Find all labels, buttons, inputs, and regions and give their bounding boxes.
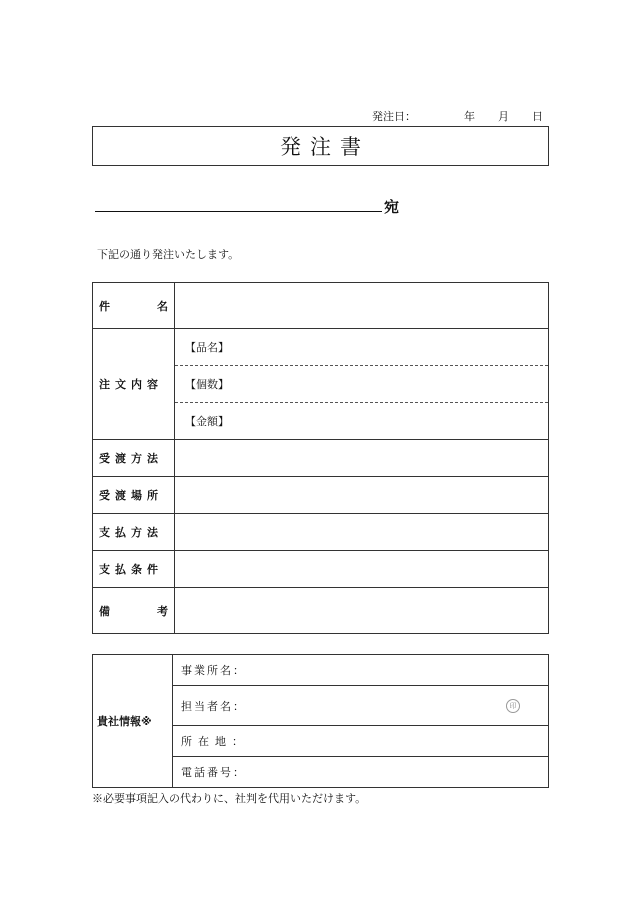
addressee-line[interactable] xyxy=(95,211,382,212)
payment-method-field[interactable] xyxy=(175,514,549,551)
delivery-method-field[interactable] xyxy=(175,440,549,477)
delivery-place-field[interactable] xyxy=(175,477,549,514)
payment-terms-field[interactable] xyxy=(175,551,549,588)
footnote: ※必要事項記入の代わりに、社判を代用いただけます。 xyxy=(92,792,367,805)
company-info-label: 貴社情報※ xyxy=(93,655,173,788)
quantity-label: 【個数】 xyxy=(185,378,229,391)
address-label: 所在地： xyxy=(181,735,249,748)
phone-number-field[interactable] xyxy=(173,757,549,788)
delivery-method-label: 受渡方法 xyxy=(93,440,175,477)
remarks-label-char-2: 考 xyxy=(157,604,168,618)
day-label: 日 xyxy=(532,110,543,123)
delivery-place-label: 受渡場所 xyxy=(93,477,175,514)
phone-number-label: 電話番号： xyxy=(181,766,246,779)
addressee-suffix: 宛 xyxy=(384,198,400,216)
address-field[interactable] xyxy=(173,726,549,757)
office-name-label: 事業所名： xyxy=(181,664,246,677)
order-content-label: 注文内容 xyxy=(93,329,175,440)
company-info-table xyxy=(92,654,549,788)
subject-label-char-2: 名 xyxy=(157,299,168,313)
amount-field[interactable] xyxy=(175,403,549,440)
month-label: 月 xyxy=(498,110,509,123)
quantity-field[interactable] xyxy=(175,366,549,403)
subject-field[interactable] xyxy=(175,283,549,329)
subject-label-cell xyxy=(93,283,175,329)
payment-method-label: 支払方法 xyxy=(93,514,175,551)
order-table xyxy=(92,282,549,634)
amount-label: 【金額】 xyxy=(185,415,229,428)
seal-icon: 印 xyxy=(506,699,520,713)
order-date-label: 発注日： xyxy=(372,110,416,123)
product-name-field[interactable] xyxy=(175,329,549,366)
document-title: 発注書 xyxy=(280,135,370,159)
intro-text: 下記の通り発注いたします。 xyxy=(97,248,240,261)
remarks-label-char-1: 備 xyxy=(99,604,110,618)
person-in-charge-field[interactable] xyxy=(173,686,549,726)
person-in-charge-label: 担当者名： xyxy=(181,699,246,713)
year-label: 年 xyxy=(464,110,475,123)
office-name-field[interactable] xyxy=(173,655,549,686)
title-box xyxy=(92,126,549,166)
subject-label-char-1: 件 xyxy=(99,299,110,313)
payment-terms-label: 支払条件 xyxy=(93,551,175,588)
remarks-label-cell xyxy=(93,588,175,634)
product-name-label: 【品名】 xyxy=(185,341,229,354)
remarks-field[interactable] xyxy=(175,588,549,634)
